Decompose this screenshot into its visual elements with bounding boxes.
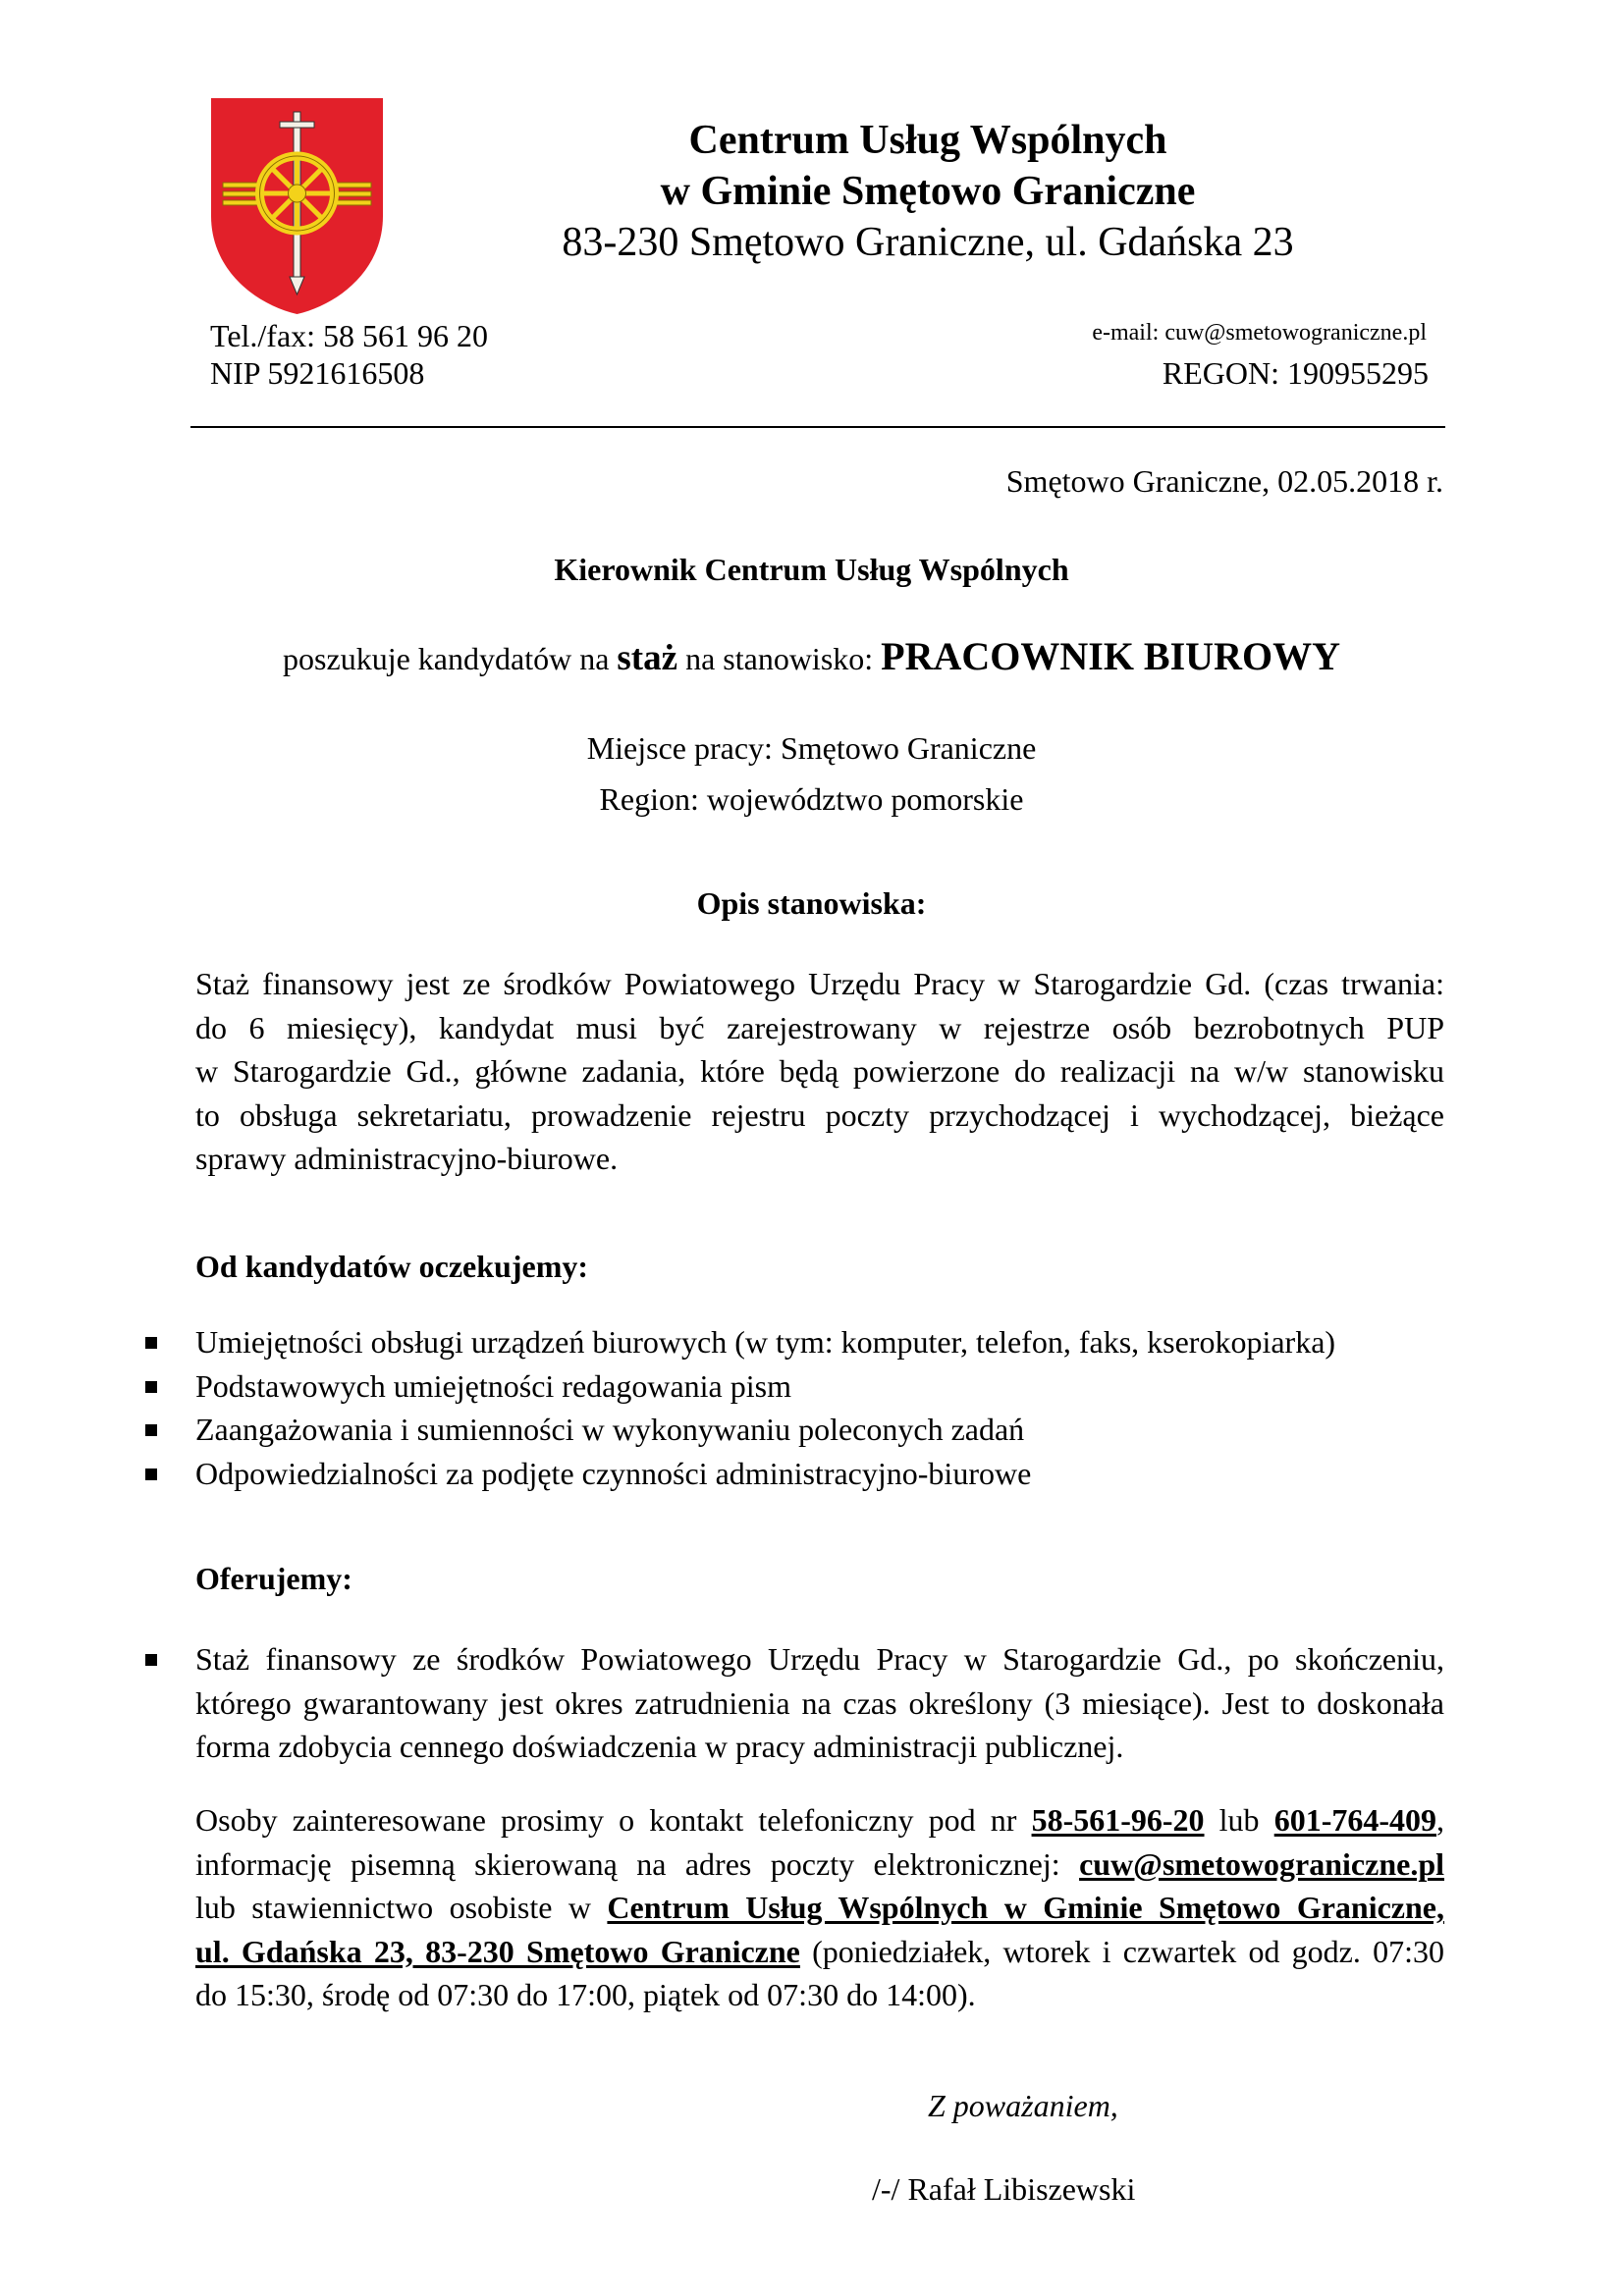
expectations-list <box>145 1320 1451 1495</box>
text-line: ul. Gdańska 23, 83-230 Smętowo Graniczne (poniedziałek, wtorek i czwartek od godz. 07:30 <box>195 1933 1445 1969</box>
text-line: Osoby zainteresowane prosimy o kontakt telefoniczny pod nr 58-561-96-20 lub 601-764-409, <box>195 1802 1445 1838</box>
text-line: sprawy administracyjno-biurowe. <box>195 1141 619 1176</box>
coat-of-arms-icon <box>211 98 383 314</box>
tel-fax: Tel./fax: 58 561 96 20 <box>210 318 489 353</box>
text-line: forma zdobycia cennego doświadczenia w pracy administracji publicznej. <box>195 1729 1124 1764</box>
seek-staz: staż <box>617 638 678 678</box>
text-line: w Starogardzie Gd., główne zadania, które będą powierzone do realizacji na w/w stanowisku <box>195 1053 1444 1089</box>
text-line: Staż finansowy jest ze środków Powiatowego Urzędu Pracy w Starogardzie Gd. (czas trwania: <box>195 966 1444 1001</box>
description-title: Opis stanowiska: <box>696 885 927 921</box>
region: Region: województwo pomorskie <box>599 781 1024 817</box>
offer-title: Oferujemy: <box>195 1561 352 1596</box>
phone-number-2[interactable]: 601-764-409 <box>1273 1802 1437 1838</box>
list-item: Odpowiedzialności za podjęte czynności administracyjno-biurowe <box>145 1452 1451 1496</box>
list-item: Zaangażowania i sumienności w wykonywaniu poleconych zadań <box>145 1408 1451 1452</box>
offer-list <box>145 1637 1451 1769</box>
list-item: Podstawowych umiejętności redagowania pism <box>145 1364 1451 1409</box>
job-offer-line <box>0 633 1623 679</box>
org-name-line1: Centrum Usług Wspólnych <box>688 118 1167 163</box>
org-name-line2: w Gminie Smętowo Graniczne <box>660 169 1196 214</box>
list-item: Umiejętności obsługi urządzeń biurowych (w tym: komputer, telefon, faks, kserokopiarka) <box>145 1320 1451 1364</box>
position-title: PRACOWNIK BIUROWY <box>881 634 1340 678</box>
office-address: ul. Gdańska 23, 83-230 Smętowo Graniczne <box>195 1933 800 1969</box>
phone-number-1[interactable]: 58-561-96-20 <box>1031 1802 1205 1838</box>
text-line: to obsługa sekretariatu, prowadzenie rejestru poczty przychodzącej i wychodzącej, bieżące <box>195 1096 1444 1133</box>
header-email: e-mail: cuw@smetowograniczne.pl <box>1092 320 1427 346</box>
bullet-icon <box>145 1468 157 1480</box>
text-line: do 6 miesięcy), kandydat musi być zarejestrowany w rejestrze osób bezrobotnych PUP <box>195 1009 1444 1045</box>
office-name: Centrum Usług Wspólnych w Gminie Smętowo Graniczne, <box>607 1890 1445 1925</box>
text-line: do 15:30, środę od 07:30 do 17:00, piątek od 07:30 do 14:00). <box>195 1977 976 2012</box>
list-item <box>145 1637 1451 1769</box>
closing-regards: Z poważaniem, <box>928 2088 1118 2123</box>
contact-paragraph <box>195 1798 1444 2017</box>
heading: Kierownik Centrum Usług Wspólnych <box>554 552 1069 587</box>
description-paragraph <box>195 962 1444 1181</box>
nip: NIP 5921616508 <box>210 355 425 391</box>
document-date: Smętowo Graniczne, 02.05.2018 r. <box>1005 463 1443 499</box>
seek-prefix: poszukuje kandydatów na <box>283 641 618 676</box>
expectations-title: Od kandydatów oczekujemy: <box>195 1249 589 1284</box>
contact-email-link[interactable]: cuw@smetowograniczne.pl <box>1079 1845 1444 1882</box>
header-divider <box>190 426 1445 428</box>
regon: REGON: 190955295 <box>1162 355 1429 391</box>
text-line: którego gwarantowany jest okres zatrudnienia na czas określony (3 miesiące). Jest to doskonała <box>195 1684 1444 1721</box>
org-address: 83-230 Smętowo Graniczne, ul. Gdańska 23 <box>562 220 1294 265</box>
bullet-icon <box>145 1654 157 1666</box>
signature: /-/ Rafał Libiszewski <box>872 2171 1136 2207</box>
bullet-icon <box>145 1337 157 1349</box>
seek-mid: na stanowisko: <box>677 641 882 676</box>
workplace: Miejsce pracy: Smętowo Graniczne <box>586 730 1037 766</box>
text-line: lub stawiennictwo osobiste w Centrum Usług Wspólnych w Gminie Smętowo Graniczne, <box>195 1890 1445 1925</box>
text-line: informację pisemną skierowaną na adres poczty elektronicznej: cuw@smetowograniczne.pl <box>195 1845 1444 1882</box>
bullet-icon <box>145 1381 157 1393</box>
text-line: Staż finansowy ze środków Powiatowego Urzędu Pracy w Starogardzie Gd., po skończeniu, <box>195 1641 1444 1677</box>
bullet-icon <box>145 1424 157 1436</box>
